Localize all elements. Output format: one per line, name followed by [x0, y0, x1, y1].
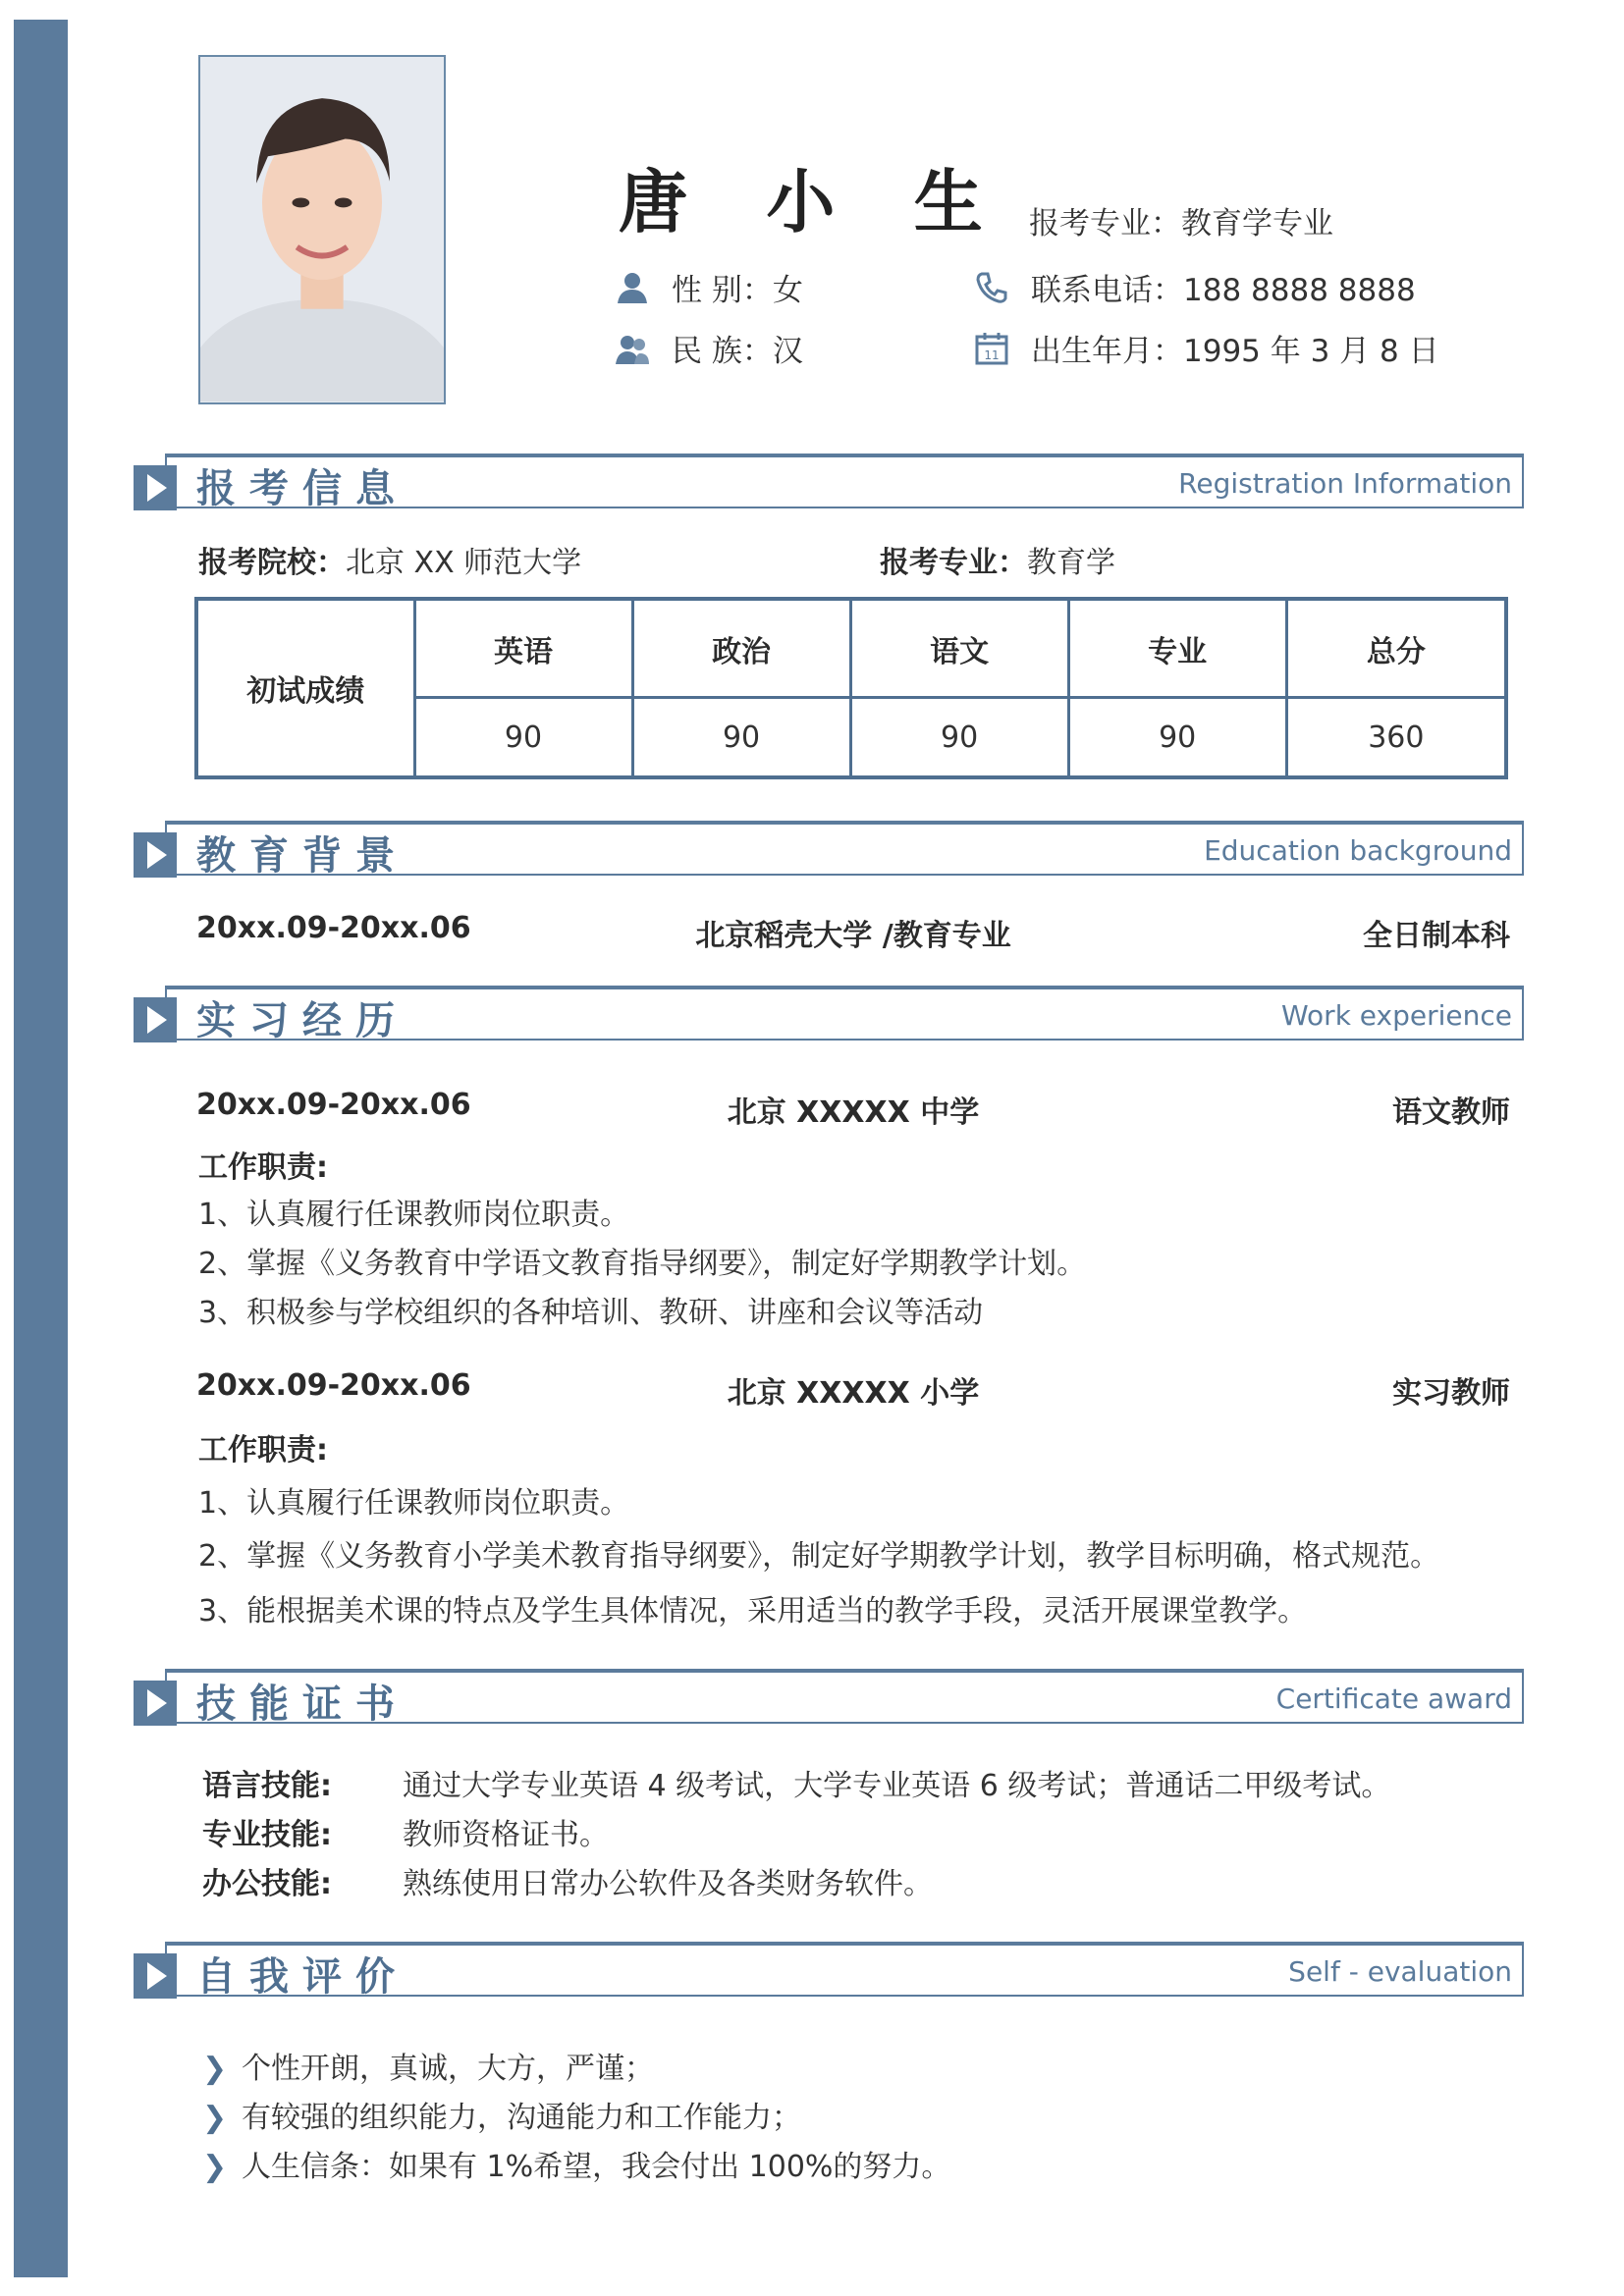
score-value: 90	[1068, 698, 1286, 777]
play-triangle-icon	[134, 465, 177, 510]
section-title-en: Education background	[1204, 834, 1512, 867]
self-eval-item: ❯ 有较强的组织能力，沟通能力和工作能力；	[202, 2101, 801, 2135]
work-role: 语文教师	[1392, 1095, 1510, 1130]
play-triangle-icon	[134, 997, 177, 1042]
person-icon	[615, 270, 650, 305]
section-title: 教育背景	[196, 833, 408, 879]
work-duty-item: 2、掌握《义务教育小学美术教育指导纲要》，制定好学期教学计划，教学目标明确，格式规范。	[198, 1539, 1440, 1574]
chevron-right-icon: ❯	[202, 2052, 228, 2086]
target-major: 报考专业：教育学专业	[1029, 206, 1333, 241]
skill-item: 办公技能: 熟练使用日常办公软件及各类财务软件。	[202, 1867, 933, 1901]
skill-item: 专业技能: 教师资格证书。	[202, 1818, 609, 1852]
score-header: 英语	[414, 599, 632, 698]
registration-major: 报考专业：教育学	[880, 546, 1115, 580]
work-org: 北京 XXXXX 中学	[727, 1095, 980, 1130]
phone-icon	[974, 270, 1009, 305]
work-duty-item: 2、掌握《义务教育中学语文教育指导纲要》，制定好学期教学计划。	[198, 1247, 1087, 1281]
profile-photo	[198, 55, 446, 404]
self-eval-item: ❯ 个性开朗，真诚，大方，严谨；	[202, 2052, 654, 2086]
play-triangle-icon	[134, 1953, 177, 1999]
score-table	[194, 597, 1508, 779]
work-duty-label: 工作职责:	[198, 1433, 328, 1468]
education-school: 北京稻壳大学 /教育专业	[695, 919, 1011, 953]
section-title: 实习经历	[196, 998, 408, 1043]
score-header: 专业	[1068, 599, 1286, 698]
section-work-header	[132, 986, 1524, 1042]
section-self-header	[132, 1942, 1524, 1999]
section-title-en: Self - evaluation	[1288, 1955, 1512, 1988]
section-title-en: Registration Information	[1178, 467, 1512, 500]
score-header: 语文	[850, 599, 1068, 698]
work-entry-header	[196, 1368, 1510, 1411]
chevron-right-icon: ❯	[202, 2101, 228, 2135]
candidate-name: 唐 小 生	[619, 162, 1010, 242]
chevron-right-icon: ❯	[202, 2150, 228, 2184]
section-title-en: Work experience	[1281, 999, 1512, 1032]
work-duty-item: 3、积极参与学校组织的各种培训、教研、讲座和会议等活动	[198, 1296, 984, 1330]
work-duty-item: 1、认真履行任课教师岗位职责。	[198, 1486, 630, 1521]
phone-line: 联系电话：188 8888 8888	[974, 265, 1416, 309]
section-registration-header	[132, 454, 1524, 510]
score-header: 政治	[632, 599, 850, 698]
side-accent-bar	[14, 20, 68, 2277]
section-title: 技能证书	[196, 1682, 408, 1727]
work-duty-item: 1、认真履行任课教师岗位职责。	[198, 1198, 630, 1232]
play-triangle-icon	[134, 1681, 177, 1726]
skill-item: 语言技能: 通过大学专业英语 4 级考试，大学专业英语 6 级考试；普通话二甲级考试。	[202, 1769, 1391, 1803]
gender-line: 性 别：女	[615, 265, 803, 309]
self-eval-item: ❯ 人生信条：如果有 1%希望，我会付出 100%的努力。	[202, 2150, 951, 2184]
registration-school: 报考院校：北京 XX 师范大学	[198, 546, 582, 580]
score-header: 总分	[1286, 599, 1506, 698]
education-entry	[196, 911, 1510, 953]
portrait-illustration	[200, 57, 444, 402]
work-duty-label: 工作职责:	[198, 1150, 328, 1185]
score-value: 90	[414, 698, 632, 777]
section-title-en: Certificate award	[1275, 1682, 1512, 1715]
ethnicity-line: 民 族：汉	[615, 326, 803, 370]
work-period: 20xx.09-20xx.06	[196, 1088, 471, 1122]
work-role: 实习教师	[1392, 1376, 1510, 1411]
education-period: 20xx.09-20xx.06	[196, 911, 471, 945]
section-title: 报考信息	[196, 466, 408, 511]
work-org: 北京 XXXXX 小学	[727, 1376, 980, 1411]
work-duty-item: 3、能根据美术课的特点及学生具体情况，采用适当的教学手段，灵活开展课堂教学。	[198, 1594, 1308, 1629]
work-entry-header	[196, 1088, 1510, 1130]
calendar-icon	[974, 331, 1009, 366]
work-period: 20xx.09-20xx.06	[196, 1368, 471, 1403]
score-value: 360	[1286, 698, 1506, 777]
play-triangle-icon	[134, 832, 177, 878]
score-value: 90	[850, 698, 1068, 777]
section-title: 自我评价	[196, 1954, 408, 2000]
people-icon	[615, 331, 650, 366]
section-education-header	[132, 821, 1524, 878]
section-skills-header	[132, 1669, 1524, 1726]
score-value: 90	[632, 698, 850, 777]
birth-line: 11 出生年月：1995 年 3 月 8 日	[974, 326, 1439, 370]
education-type: 全日制本科	[1363, 919, 1510, 953]
svg-text:11: 11	[984, 347, 1000, 362]
score-row-label: 初试成绩	[196, 599, 414, 777]
